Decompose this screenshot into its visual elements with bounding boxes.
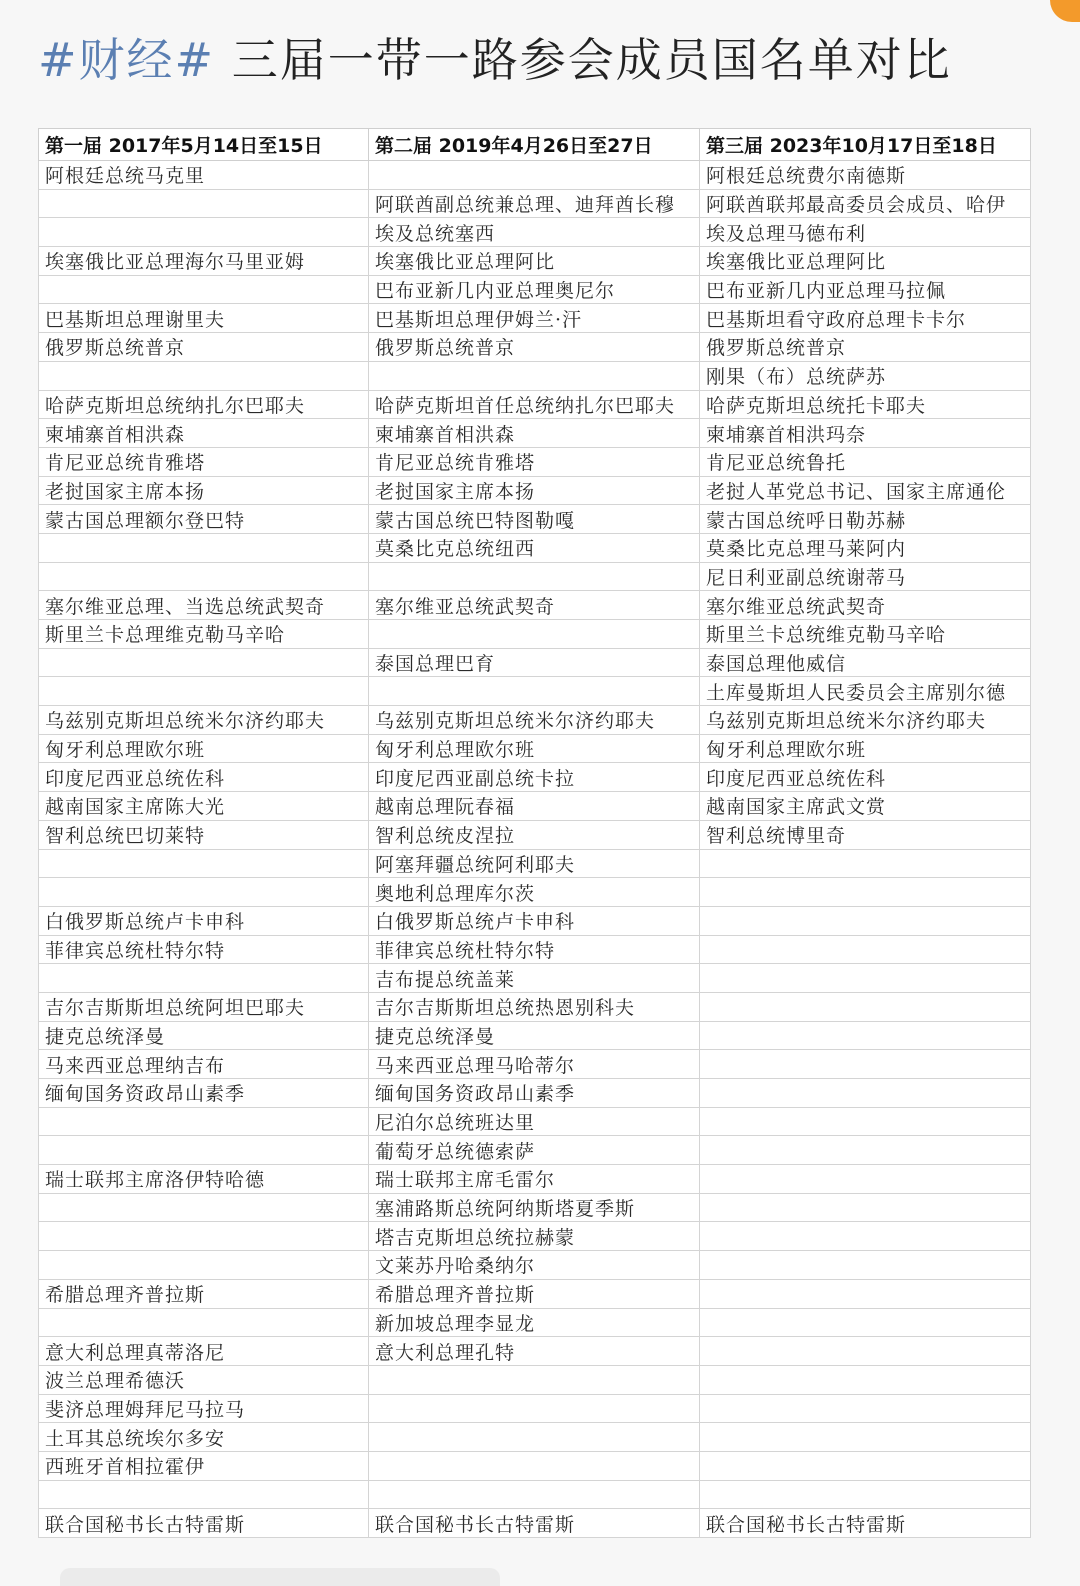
table-row [39, 1480, 1031, 1509]
table-row [39, 533, 1031, 562]
table-cell-session-2: 印度尼西亚副总统卡拉 [369, 763, 700, 792]
table-cell-session-1: 西班牙首相拉霍伊 [39, 1451, 369, 1480]
table-cell-session-2: 尼泊尔总统班达里 [369, 1107, 700, 1136]
table-row [39, 1251, 1031, 1280]
table-cell-session-2: 蒙古国总统巴特图勒嘎 [369, 505, 700, 534]
table-cell-session-1: 印度尼西亚总统佐科 [39, 763, 369, 792]
table-cell-session-1 [39, 964, 369, 993]
table-cell-session-1 [39, 1308, 369, 1337]
table-cell-session-1: 斐济总理姆拜尼马拉马 [39, 1394, 369, 1423]
table-cell-session-2 [369, 620, 700, 649]
table-cell-session-1: 阿根廷总统马克里 [39, 161, 369, 190]
table-cell-session-2: 吉尔吉斯斯坦总统热恩别科夫 [369, 992, 700, 1021]
table-row [39, 1337, 1031, 1366]
table-row [39, 447, 1031, 476]
table-cell-session-2: 老挝国家主席本扬 [369, 476, 700, 505]
table-cell-session-3 [700, 935, 1031, 964]
table-cell-session-3 [700, 1365, 1031, 1394]
table-cell-session-1: 希腊总理齐普拉斯 [39, 1279, 369, 1308]
table-cell-session-1: 塞尔维亚总理、当选总统武契奇 [39, 591, 369, 620]
post-title [38, 24, 1038, 96]
table-cell-session-3 [700, 1394, 1031, 1423]
table-row [39, 763, 1031, 792]
table-row [39, 161, 1031, 190]
table-cell-session-3 [700, 1451, 1031, 1480]
table-cell-session-2: 乌兹别克斯坦总统米尔济约耶夫 [369, 706, 700, 735]
table-cell-session-2 [369, 1423, 700, 1452]
table-cell-session-1 [39, 677, 369, 706]
table-cell-session-3: 阿联酋联邦最高委员会成员、哈伊 [700, 189, 1031, 218]
table-cell-session-2: 柬埔寨首相洪森 [369, 419, 700, 448]
corner-badge [1050, 0, 1080, 22]
table-row [39, 1021, 1031, 1050]
table-cell-session-2: 马来西亚总理马哈蒂尔 [369, 1050, 700, 1079]
table-cell-session-2: 奥地利总理库尔茨 [369, 878, 700, 907]
table-cell-session-3: 智利总统博里奇 [700, 820, 1031, 849]
table-cell-session-3 [700, 1050, 1031, 1079]
table-cell-session-3: 土库曼斯坦人民委员会主席别尔德 [700, 677, 1031, 706]
table-cell-session-1: 斯里兰卡总理维克勒马辛哈 [39, 620, 369, 649]
table-row [39, 1365, 1031, 1394]
table-row [39, 1394, 1031, 1423]
table-cell-session-1: 菲律宾总统杜特尔特 [39, 935, 369, 964]
table-cell-session-3 [700, 1193, 1031, 1222]
table-row [39, 935, 1031, 964]
table-cell-session-1: 吉尔吉斯斯坦总统阿坦巴耶夫 [39, 992, 369, 1021]
table-cell-session-2 [369, 1394, 700, 1423]
table-cell-session-2: 智利总统皮涅拉 [369, 820, 700, 849]
table-cell-session-2 [369, 1451, 700, 1480]
table-cell-session-1: 埃塞俄比亚总理海尔马里亚姆 [39, 247, 369, 276]
table-row [39, 1222, 1031, 1251]
table-cell-session-2: 新加坡总理李显龙 [369, 1308, 700, 1337]
table-cell-session-1: 白俄罗斯总统卢卡申科 [39, 906, 369, 935]
table-cell-session-1: 捷克总统泽曼 [39, 1021, 369, 1050]
table-cell-session-3 [700, 1079, 1031, 1108]
table-row [39, 1193, 1031, 1222]
table-cell-session-3 [700, 1222, 1031, 1251]
table-cell-session-1 [39, 562, 369, 591]
table-row [39, 849, 1031, 878]
table-cell-session-2: 文莱苏丹哈桑纳尔 [369, 1251, 700, 1280]
table-cell-session-3: 巴布亚新几内亚总理马拉佩 [700, 275, 1031, 304]
table-row [39, 361, 1031, 390]
table-cell-session-2: 埃塞俄比亚总理阿比 [369, 247, 700, 276]
table-cell-session-3: 刚果（布）总统萨苏 [700, 361, 1031, 390]
table-header-row [39, 129, 1031, 161]
table-cell-session-2 [369, 1480, 700, 1509]
table-cell-session-1 [39, 1136, 369, 1165]
table-row [39, 706, 1031, 735]
table-cell-session-3 [700, 1279, 1031, 1308]
table-cell-session-3: 俄罗斯总统普京 [700, 333, 1031, 362]
next-card-edge [60, 1568, 500, 1586]
table-cell-session-2: 塞浦路斯总统阿纳斯塔夏季斯 [369, 1193, 700, 1222]
table-cell-session-3: 斯里兰卡总统维克勒马辛哈 [700, 620, 1031, 649]
table-cell-session-2: 哈萨克斯坦首任总统纳扎尔巴耶夫 [369, 390, 700, 419]
table-row [39, 1165, 1031, 1194]
table-cell-session-3: 莫桑比克总理马莱阿内 [700, 533, 1031, 562]
table-cell-session-1 [39, 189, 369, 218]
table-cell-session-3: 哈萨克斯坦总统托卡耶夫 [700, 390, 1031, 419]
table-cell-session-2: 巴布亚新几内亚总理奥尼尔 [369, 275, 700, 304]
table-cell-session-3 [700, 964, 1031, 993]
table-cell-session-2: 巴基斯坦总理伊姆兰·汗 [369, 304, 700, 333]
table-row [39, 1423, 1031, 1452]
table-row [39, 648, 1031, 677]
table-row [39, 1279, 1031, 1308]
table-cell-session-3 [700, 849, 1031, 878]
table-cell-session-3: 尼日利亚副总统谢蒂马 [700, 562, 1031, 591]
table-cell-session-1 [39, 1193, 369, 1222]
table-cell-session-2: 希腊总理齐普拉斯 [369, 1279, 700, 1308]
table-row [39, 189, 1031, 218]
table-cell-session-1 [39, 1107, 369, 1136]
table-cell-session-1: 联合国秘书长古特雷斯 [39, 1509, 369, 1538]
table-cell-session-3: 联合国秘书长古特雷斯 [700, 1509, 1031, 1538]
table-row [39, 275, 1031, 304]
table-cell-session-3 [700, 1136, 1031, 1165]
table-cell-session-3 [700, 992, 1031, 1021]
table-cell-session-1: 柬埔寨首相洪森 [39, 419, 369, 448]
comparison-table [38, 128, 1031, 1538]
table-cell-session-2 [369, 562, 700, 591]
table-cell-session-1: 老挝国家主席本扬 [39, 476, 369, 505]
table-cell-session-1 [39, 361, 369, 390]
table-row [39, 1050, 1031, 1079]
table-cell-session-1: 俄罗斯总统普京 [39, 333, 369, 362]
table-cell-session-1: 缅甸国务资政昂山素季 [39, 1079, 369, 1108]
table-cell-session-2: 葡萄牙总统德索萨 [369, 1136, 700, 1165]
table-cell-session-3 [700, 878, 1031, 907]
table-cell-session-1: 马来西亚总理纳吉布 [39, 1050, 369, 1079]
table-cell-session-2: 匈牙利总理欧尔班 [369, 734, 700, 763]
table-row [39, 1136, 1031, 1165]
table-row [39, 792, 1031, 821]
header-session-2: 第二届 2019年4月26日至27日 [369, 129, 700, 161]
table-row [39, 820, 1031, 849]
table-row [39, 878, 1031, 907]
table-row [39, 964, 1031, 993]
table-cell-session-2: 阿联酋副总统兼总理、迪拜酋长穆 [369, 189, 700, 218]
table-cell-session-3: 乌兹别克斯坦总统米尔济约耶夫 [700, 706, 1031, 735]
table-cell-session-3: 塞尔维亚总统武契奇 [700, 591, 1031, 620]
table-cell-session-2: 捷克总统泽曼 [369, 1021, 700, 1050]
table-cell-session-3 [700, 906, 1031, 935]
table-cell-session-1: 匈牙利总理欧尔班 [39, 734, 369, 763]
table-cell-session-3 [700, 1423, 1031, 1452]
table-cell-session-1: 波兰总理希德沃 [39, 1365, 369, 1394]
table-cell-session-3: 匈牙利总理欧尔班 [700, 734, 1031, 763]
table-row [39, 591, 1031, 620]
table-cell-session-2: 吉布提总统盖莱 [369, 964, 700, 993]
table-cell-session-2: 缅甸国务资政昂山素季 [369, 1079, 700, 1108]
table-cell-session-2 [369, 361, 700, 390]
table-row [39, 247, 1031, 276]
table-cell-session-2: 塔吉克斯坦总统拉赫蒙 [369, 1222, 700, 1251]
table-cell-session-1 [39, 849, 369, 878]
table-cell-session-2: 泰国总理巴育 [369, 648, 700, 677]
table-row [39, 476, 1031, 505]
table-cell-session-2: 瑞士联邦主席毛雷尔 [369, 1165, 700, 1194]
table-row [39, 304, 1031, 333]
table-row [39, 390, 1031, 419]
table-row [39, 1107, 1031, 1136]
header-session-3: 第三届 2023年10月17日至18日 [700, 129, 1031, 161]
post-title-text: 三届一带一路参会成员国名单对比 [231, 33, 952, 87]
table-cell-session-2: 莫桑比克总统纽西 [369, 533, 700, 562]
table-cell-session-3: 阿根廷总统费尔南德斯 [700, 161, 1031, 190]
table-cell-session-3 [700, 1251, 1031, 1280]
table-cell-session-3: 泰国总理他威信 [700, 648, 1031, 677]
table-row [39, 1308, 1031, 1337]
table-cell-session-2: 埃及总统塞西 [369, 218, 700, 247]
table-cell-session-2: 联合国秘书长古特雷斯 [369, 1509, 700, 1538]
table-cell-session-3 [700, 1165, 1031, 1194]
table-cell-session-1 [39, 275, 369, 304]
table-cell-session-2: 越南总理阮春福 [369, 792, 700, 821]
table-row [39, 1079, 1031, 1108]
table-cell-session-2 [369, 677, 700, 706]
table-cell-session-3 [700, 1337, 1031, 1366]
table-cell-session-1 [39, 1222, 369, 1251]
table-cell-session-3: 肯尼亚总统鲁托 [700, 447, 1031, 476]
table-cell-session-3 [700, 1021, 1031, 1050]
table-cell-session-1 [39, 1251, 369, 1280]
table-cell-session-1 [39, 878, 369, 907]
hashtag-link[interactable]: #财经# [38, 33, 216, 87]
table-row [39, 620, 1031, 649]
table-cell-session-2: 肯尼亚总统肯雅塔 [369, 447, 700, 476]
table-cell-session-3: 柬埔寨首相洪玛奈 [700, 419, 1031, 448]
table-cell-session-1 [39, 1480, 369, 1509]
table-row [39, 562, 1031, 591]
table-cell-session-1 [39, 648, 369, 677]
table-row [39, 1509, 1031, 1538]
table-cell-session-3: 印度尼西亚总统佐科 [700, 763, 1031, 792]
table-cell-session-3: 巴基斯坦看守政府总理卡卡尔 [700, 304, 1031, 333]
table-row [39, 419, 1031, 448]
table-cell-session-3: 老挝人革党总书记、国家主席通伦 [700, 476, 1031, 505]
header-session-1: 第一届 2017年5月14日至15日 [39, 129, 369, 161]
table-cell-session-3 [700, 1308, 1031, 1337]
table-cell-session-1 [39, 533, 369, 562]
table-cell-session-1: 越南国家主席陈大光 [39, 792, 369, 821]
table-cell-session-1: 巴基斯坦总理谢里夫 [39, 304, 369, 333]
table-row [39, 1451, 1031, 1480]
table-cell-session-2: 塞尔维亚总统武契奇 [369, 591, 700, 620]
table-cell-session-3: 埃及总理马德布利 [700, 218, 1031, 247]
table-cell-session-3: 越南国家主席武文赏 [700, 792, 1031, 821]
table-cell-session-2: 俄罗斯总统普京 [369, 333, 700, 362]
table-cell-session-1: 智利总统巴切莱特 [39, 820, 369, 849]
table-cell-session-2: 白俄罗斯总统卢卡申科 [369, 906, 700, 935]
table-cell-session-3: 蒙古国总统呼日勒苏赫 [700, 505, 1031, 534]
table-cell-session-1: 意大利总理真蒂洛尼 [39, 1337, 369, 1366]
table-row [39, 505, 1031, 534]
table-cell-session-2 [369, 1365, 700, 1394]
table-cell-session-2 [369, 161, 700, 190]
table-row [39, 333, 1031, 362]
table-cell-session-1 [39, 218, 369, 247]
table-cell-session-2: 阿塞拜疆总统阿利耶夫 [369, 849, 700, 878]
table-cell-session-3 [700, 1107, 1031, 1136]
table-row [39, 218, 1031, 247]
table-cell-session-2: 菲律宾总统杜特尔特 [369, 935, 700, 964]
table-row [39, 734, 1031, 763]
table-cell-session-3 [700, 1480, 1031, 1509]
table-cell-session-1: 肯尼亚总统肯雅塔 [39, 447, 369, 476]
table-cell-session-1: 乌兹别克斯坦总统米尔济约耶夫 [39, 706, 369, 735]
table-image[interactable] [38, 128, 1030, 1538]
table-row [39, 677, 1031, 706]
table-cell-session-2: 意大利总理孔特 [369, 1337, 700, 1366]
table-cell-session-1: 瑞士联邦主席洛伊特哈德 [39, 1165, 369, 1194]
table-row [39, 906, 1031, 935]
table-cell-session-3: 埃塞俄比亚总理阿比 [700, 247, 1031, 276]
table-cell-session-1: 土耳其总统埃尔多安 [39, 1423, 369, 1452]
table-cell-session-1: 蒙古国总理额尔登巴特 [39, 505, 369, 534]
table-row [39, 992, 1031, 1021]
table-cell-session-1: 哈萨克斯坦总统纳扎尔巴耶夫 [39, 390, 369, 419]
